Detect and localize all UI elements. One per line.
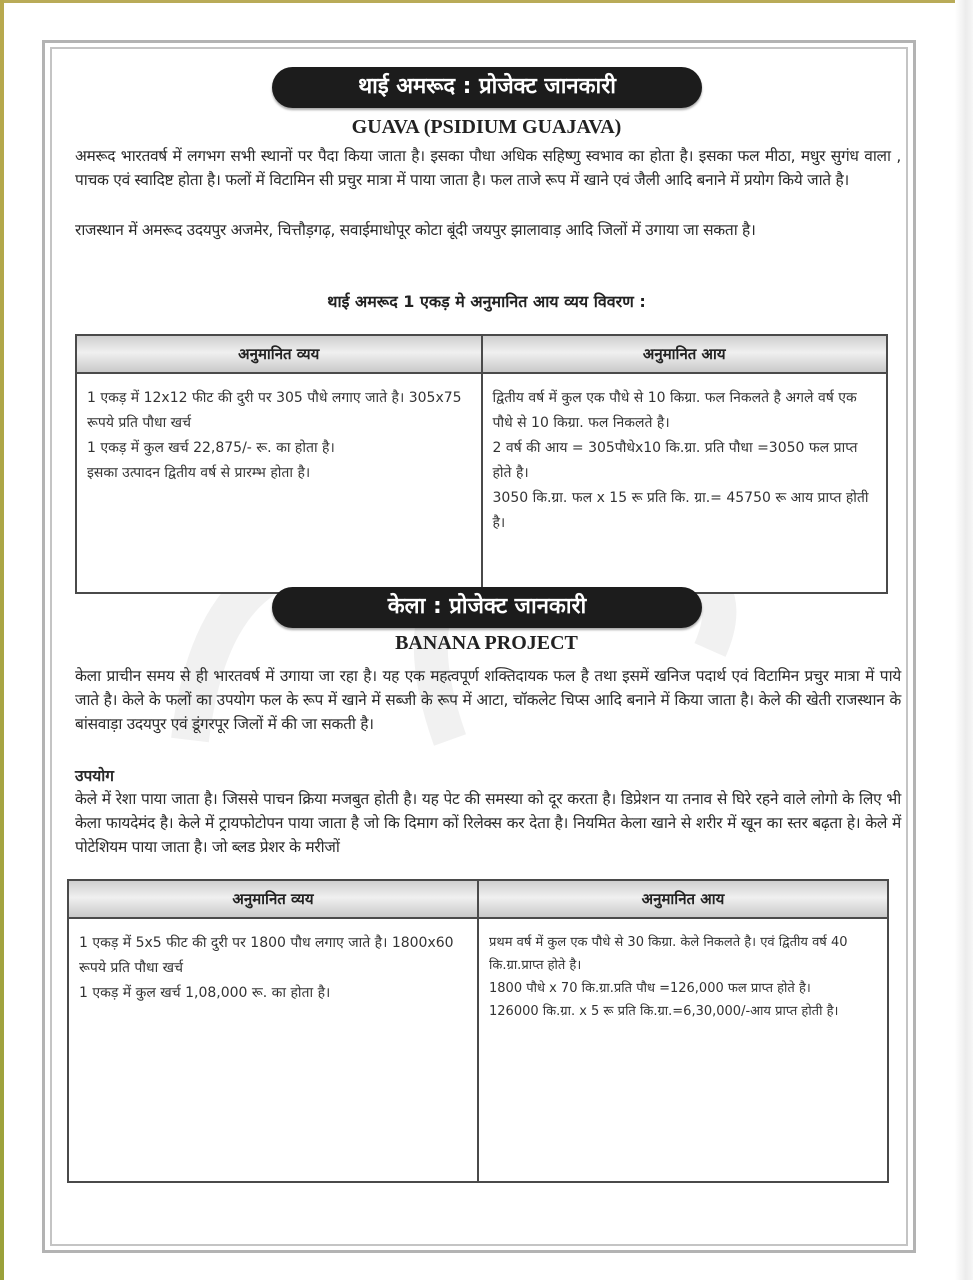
expense-line: 1 एकड़ में 5x5 फीट की दुरी पर 1800 पौध लगाए जाते है। 1800x60 रूपये प्रति पौधा खर्च: [79, 935, 454, 976]
expense-line: 1 एकड़ में 12x12 फीट की दुरी पर 305 पौधे लगाए जाते है। 305x75 रूपये प्रति पौधा खर्च: [87, 390, 462, 431]
banana-budget-table: [67, 879, 889, 1183]
guava-banner: थाई अमरूद : प्रोजेक्ट जानकारी: [272, 67, 702, 108]
income-line: 1800 पौधे x 70 कि.ग्रा.प्रति पौध =126,000 फल प्राप्त होते है।: [489, 981, 811, 996]
banana-uses-paragraph: केले में रेशा पाया जाता है। जिससे पाचन क्रिया मजबुत होती है। यह पेट की समस्या को दूर करता है। डिप्रेशन या तनाव से घिरे रहने वाले लोगो के लिए भी केला फायदेमंद है। केले में ट्रायफोटोपन पाया जाता है जो कि दिमाग कों रिलेक्स कर देता है। नियमित केला खाने से शरीर में खून का स्तर बढ़ता हे। केले में पोटेशियम पाया जाता है। जो ब्लड प्रेशर के मरीजों: [75, 790, 901, 856]
table-row: [68, 918, 888, 1182]
income-line: 3050 कि.ग्रा. फल x 15 रू प्रति कि. ग्रा.= 45750 रू आय प्राप्त होती है।: [492, 490, 869, 531]
income-line: 2 वर्ष की आय = 305पौधेx10 कि.ग्रा. प्रति पौधा =3050 फल प्राप्त होते है।: [492, 440, 858, 481]
income-cell: [482, 373, 888, 593]
guava-subtitle: GUAVA (PSIDIUM GUAJAVA): [351, 116, 622, 138]
guava-table-title: थाई अमरूद 1 एकड़ मे अनुमानित आय व्यय विवरण :: [327, 292, 646, 311]
banana-uses-heading: उपयोग: [75, 767, 115, 785]
guava-budget-table: [75, 334, 888, 594]
income-line: द्वितीय वर्ष में कुल एक पौधे से 10 किग्रा. फल निकलते है अगले वर्ष एक पौधे से 10 किग्रा. फल निकलते है।: [492, 390, 857, 431]
guava-intro-paragraph: अमरूद भारतवर्ष में लगभग सभी स्थानों पर पैदा किया जाता है। इसका पौधा अधिक सहिष्णु स्वभाव का होता है। इसका फल मीठा, मधुर सुगंध वाला , पाचक एवं स्वादिष्ट होता है। फलों में विटामिन सी प्रचुर मात्रा में पाया जाता है। फल ताजे रूप में खाने एवं जैली आदि बनाने में प्रयोग किये जाते है।: [75, 147, 901, 189]
income-header: अनुमानित आय: [478, 880, 888, 918]
expense-line: 1 एकड़ में कुल खर्च 22,875/- रू. का होता है।: [87, 440, 335, 456]
page-edge-top: [0, 0, 973, 3]
expense-header: अनुमानित व्यय: [76, 335, 482, 373]
expense-cell: [76, 373, 482, 593]
income-header: अनुमानित आय: [482, 335, 888, 373]
banana-banner: केला : प्रोजेक्ट जानकारी: [272, 587, 702, 628]
expense-header: अनुमानित व्यय: [68, 880, 478, 918]
expense-cell: [68, 918, 478, 1182]
income-cell: [478, 918, 888, 1182]
income-line: प्रथम वर्ष में कुल एक पौधे से 30 किग्रा. केले निकलते है। एवं द्वितीय वर्ष 40 कि.ग्रा.प्राप्त होते है।: [489, 935, 848, 973]
table-row: [76, 373, 887, 593]
banana-intro-paragraph: केला प्राचीन समय से ही भारतवर्ष में उगाया जा रहा है। यह एक महत्वपूर्ण शक्तिदायक फल है तथा इसमें खनिज पदार्थ एवं विटामिन प्रचुर मात्रा में पाये जाते है। केले के फलों का उपयोग फल के रूप में खाने में सब्जी के रूप में आटा, चॉकलेट चिप्स आदि बनाने में किया जाता है। केले की खेती राजस्थान के बांसवाड़ा उदयपुर एवं डूंगरपूर जिलों में की जा सकती है।: [75, 667, 901, 733]
expense-line: इसका उत्पादन द्वितीय वर्ष से प्रारम्भ होता है।: [87, 465, 311, 481]
expense-line: 1 एकड़ में कुल खर्च 1,08,000 रू. का होता है।: [79, 985, 331, 1001]
banana-subtitle: BANANA PROJECT: [395, 632, 578, 654]
guava-region-paragraph: राजस्थान में अमरूद उदयपुर अजमेर, चित्तौड़गढ़, सवाईमाधोपूर कोटा बूंदी जयपुर झालावाड़ आदि जिलों में उगाया जा सकता है।: [75, 221, 756, 239]
income-line: 126000 कि.ग्रा. x 5 रू प्रति कि.ग्रा.=6,30,000/-आय प्राप्त होती है।: [489, 1004, 839, 1019]
